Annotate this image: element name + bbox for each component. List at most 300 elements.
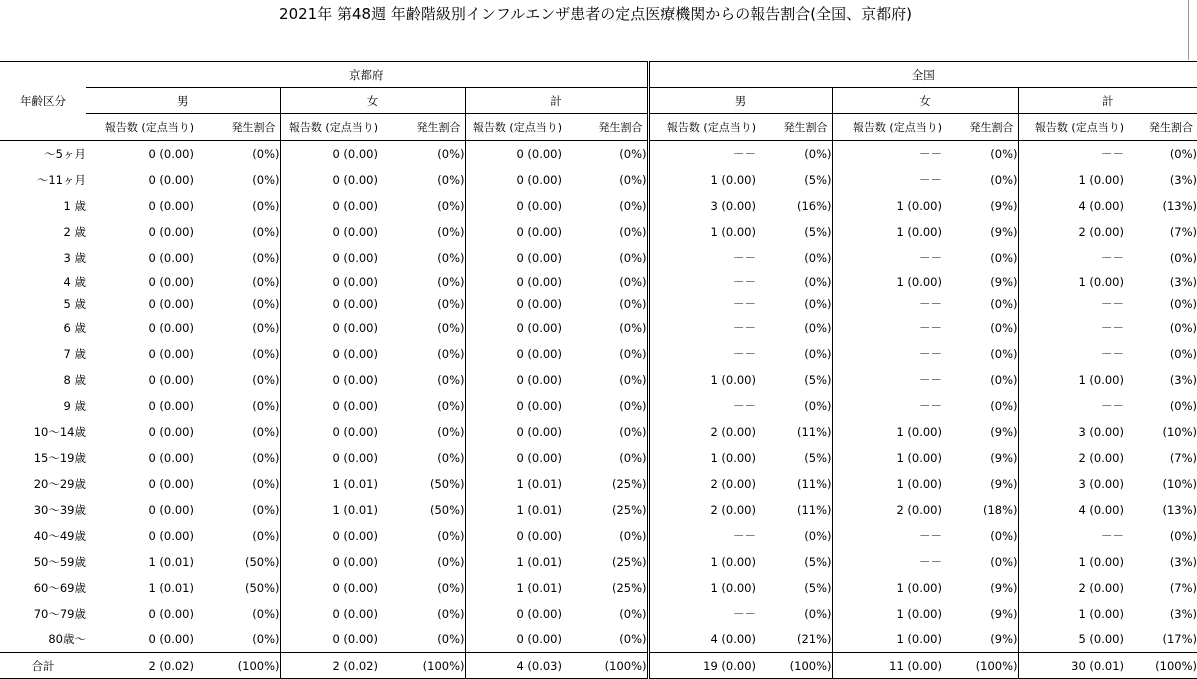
rate-cell: (0%) — [942, 315, 1018, 341]
rate-cell: (11%) — [756, 497, 832, 523]
count-cell: 5 (0.00) — [1078, 632, 1124, 647]
count-cell: 1 (0.00) — [896, 580, 942, 595]
rate-cell: (0%) — [1169, 296, 1197, 311]
count-cell: 0 (0.00) — [148, 606, 194, 621]
header-corner — [0, 62, 86, 88]
count-cell: 0 (0.00) — [516, 172, 562, 187]
rate-cell: (0%) — [378, 293, 465, 315]
rate-cell: (9%) — [942, 627, 1018, 653]
rate-cell: (0%) — [562, 293, 648, 315]
rate-cell: (100%) — [756, 653, 832, 679]
rate-cell: (0%) — [194, 271, 280, 293]
rate-cell: (9%) — [942, 601, 1018, 627]
count-cell: －－ — [919, 296, 942, 311]
age-cell: 80歳〜 — [48, 632, 86, 647]
rate-cell: (0%) — [562, 245, 648, 271]
count-cell: 0 (0.00) — [332, 450, 378, 465]
rate-cell: (0%) — [562, 141, 648, 167]
rate-cell: (9%) — [942, 471, 1018, 497]
count-cell: 0 (0.00) — [516, 424, 562, 439]
count-cell: 1 (0.00) — [1078, 274, 1124, 289]
count-cell: 2 (0.00) — [710, 424, 756, 439]
table-row — [0, 601, 1197, 627]
rate-cell: (10%) — [1162, 424, 1197, 439]
count-cell: 0 (0.00) — [148, 172, 194, 187]
count-cell: 1 (0.01) — [516, 502, 562, 517]
rate-cell: (0%) — [194, 315, 280, 341]
age-cell: 50〜59歳 — [33, 554, 86, 569]
rate-cell: (0%) — [562, 315, 648, 341]
count-cell: 1 (0.00) — [896, 198, 942, 213]
count-cell: 2 (0.00) — [1078, 450, 1124, 465]
rate-cell: (13%) — [1162, 502, 1197, 517]
rate-cell: (0%) — [562, 193, 648, 219]
sex-header-male: 男 — [86, 88, 280, 114]
rate-header: 発生割合 — [1124, 114, 1197, 141]
rate-cell: (0%) — [194, 497, 280, 523]
table-row — [0, 367, 1197, 393]
rate-cell: (0%) — [194, 167, 280, 193]
rate-cell: (3%) — [1169, 274, 1197, 289]
count-cell: 1 (0.01) — [332, 502, 378, 517]
rate-cell: (0%) — [378, 219, 465, 245]
rate-cell: (18%) — [942, 497, 1018, 523]
count-cell: －－ — [919, 372, 942, 387]
count-cell: 0 (0.00) — [516, 372, 562, 387]
count-cell: 0 (0.00) — [332, 320, 378, 335]
rate-cell: (13%) — [1162, 198, 1197, 213]
count-cell: －－ — [919, 172, 942, 187]
rate-cell: (0%) — [194, 601, 280, 627]
count-cell: －－ — [1101, 146, 1124, 161]
count-cell: 0 (0.00) — [148, 450, 194, 465]
table-row — [0, 219, 1197, 245]
count-cell: 0 (0.00) — [148, 250, 194, 265]
count-cell: 1 (0.00) — [1078, 554, 1124, 569]
age-cell: 15〜19歳 — [33, 450, 86, 465]
rate-cell: (0%) — [378, 167, 465, 193]
rate-cell: (0%) — [756, 315, 832, 341]
age-cell: 〜5ヶ月 — [44, 146, 86, 161]
rate-cell: (0%) — [562, 393, 648, 419]
count-cell: 0 (0.00) — [148, 198, 194, 213]
count-cell: －－ — [1101, 296, 1124, 311]
divider — [1188, 0, 1189, 60]
rate-cell: (0%) — [756, 271, 832, 293]
rate-cell: (25%) — [562, 549, 648, 575]
count-cell: 11 (0.00) — [832, 653, 942, 679]
rate-cell: (0%) — [194, 219, 280, 245]
count-cell: 0 (0.00) — [332, 274, 378, 289]
age-cell: 9 歳 — [63, 398, 86, 413]
count-cell: 0 (0.00) — [332, 606, 378, 621]
count-cell: 19 (0.00) — [648, 653, 756, 679]
rate-cell: (0%) — [942, 523, 1018, 549]
rate-cell: (0%) — [378, 601, 465, 627]
count-cell: －－ — [919, 528, 942, 543]
count-cell: 0 (0.00) — [148, 146, 194, 161]
count-cell: 4 (0.00) — [1078, 502, 1124, 517]
rate-cell: (0%) — [378, 523, 465, 549]
rate-cell: (3%) — [1169, 606, 1197, 621]
rate-cell: (0%) — [194, 523, 280, 549]
count-cell: －－ — [1101, 398, 1124, 413]
count-cell: 0 (0.00) — [516, 146, 562, 161]
rate-cell: (0%) — [756, 601, 832, 627]
count-cell: 0 (0.00) — [148, 632, 194, 647]
count-cell: －－ — [919, 146, 942, 161]
count-cell: 0 (0.00) — [516, 346, 562, 361]
sex-header-total: 計 — [1018, 88, 1197, 114]
count-cell: 0 (0.00) — [332, 398, 378, 413]
age-cell: 5 歳 — [63, 296, 86, 311]
table-row — [0, 549, 1197, 575]
count-header: 報告数 (定点当り) — [832, 114, 942, 141]
count-cell: 0 (0.00) — [332, 224, 378, 239]
count-cell: 0 (0.00) — [332, 346, 378, 361]
age-cell: 20〜29歳 — [33, 476, 86, 491]
rate-cell: (0%) — [562, 419, 648, 445]
rate-header: 発生割合 — [378, 114, 465, 141]
rate-cell: (0%) — [562, 601, 648, 627]
rate-cell: (9%) — [942, 445, 1018, 471]
rate-cell: (5%) — [756, 445, 832, 471]
rate-cell: (0%) — [378, 271, 465, 293]
count-cell: 1 (0.00) — [710, 172, 756, 187]
count-cell: 0 (0.00) — [148, 274, 194, 289]
count-cell: －－ — [733, 274, 756, 289]
count-cell: 1 (0.00) — [710, 580, 756, 595]
count-cell: 0 (0.00) — [332, 172, 378, 187]
rate-cell: (9%) — [942, 193, 1018, 219]
rate-header: 発生割合 — [756, 114, 832, 141]
table-row — [0, 419, 1197, 445]
rate-cell: (0%) — [942, 141, 1018, 167]
rate-cell: (0%) — [562, 523, 648, 549]
table-row — [0, 315, 1197, 341]
rate-cell: (0%) — [194, 419, 280, 445]
count-header: 報告数 (定点当り) — [1018, 114, 1124, 141]
table-row — [0, 271, 1197, 293]
count-cell: 2 (0.00) — [896, 502, 942, 517]
rate-cell: (10%) — [1162, 476, 1197, 491]
count-cell: 30 (0.01) — [1018, 653, 1124, 679]
count-cell: 1 (0.00) — [1078, 172, 1124, 187]
count-cell: 0 (0.00) — [148, 528, 194, 543]
rate-cell: (0%) — [378, 341, 465, 367]
age-cell: 3 歳 — [63, 250, 86, 265]
table-row — [0, 393, 1197, 419]
rate-cell: (0%) — [378, 193, 465, 219]
rate-cell: (0%) — [1169, 528, 1197, 543]
age-header: 年齢区分 — [20, 93, 66, 108]
rate-cell: (0%) — [378, 245, 465, 271]
count-cell: 0 (0.00) — [148, 296, 194, 311]
count-cell: 2 (0.00) — [1078, 580, 1124, 595]
count-cell: 0 (0.00) — [148, 346, 194, 361]
age-cell: 7 歳 — [63, 346, 86, 361]
table-row — [0, 445, 1197, 471]
count-cell: 1 (0.00) — [896, 632, 942, 647]
age-cell: 8 歳 — [63, 372, 86, 387]
count-cell: 1 (0.00) — [896, 274, 942, 289]
rate-header: 発生割合 — [194, 114, 280, 141]
rate-cell: (0%) — [194, 193, 280, 219]
age-cell: 4 歳 — [63, 274, 86, 289]
age-cell: 10〜14歳 — [33, 424, 86, 439]
rate-cell: (0%) — [194, 293, 280, 315]
count-cell: －－ — [919, 250, 942, 265]
count-cell: －－ — [1101, 250, 1124, 265]
count-cell: 0 (0.00) — [516, 224, 562, 239]
count-cell: －－ — [919, 320, 942, 335]
rate-cell: (5%) — [756, 219, 832, 245]
age-cell: 70〜79歳 — [33, 606, 86, 621]
rate-cell: (9%) — [942, 219, 1018, 245]
count-cell: －－ — [919, 554, 942, 569]
count-cell: 0 (0.00) — [148, 424, 194, 439]
count-cell: 1 (0.01) — [148, 580, 194, 595]
count-header: 報告数 (定点当り) — [86, 114, 194, 141]
count-cell: 4 (0.00) — [1078, 198, 1124, 213]
rate-cell: (0%) — [194, 445, 280, 471]
count-cell: －－ — [733, 606, 756, 621]
count-cell: －－ — [733, 346, 756, 361]
sex-header-female: 女 — [832, 88, 1018, 114]
count-cell: 1 (0.00) — [896, 424, 942, 439]
count-cell: 0 (0.00) — [332, 554, 378, 569]
table-row — [0, 497, 1197, 523]
rate-cell: (100%) — [942, 653, 1018, 679]
count-cell: －－ — [919, 398, 942, 413]
count-cell: 2 (0.02) — [280, 653, 378, 679]
rate-cell: (100%) — [194, 653, 280, 679]
rate-header: 発生割合 — [562, 114, 648, 141]
count-cell: －－ — [1101, 346, 1124, 361]
rate-cell: (0%) — [562, 445, 648, 471]
rate-cell: (7%) — [1169, 224, 1197, 239]
rate-cell: (25%) — [562, 575, 648, 601]
rate-cell: (100%) — [378, 653, 465, 679]
rate-cell: (50%) — [378, 471, 465, 497]
count-cell: －－ — [733, 320, 756, 335]
count-cell: 0 (0.00) — [148, 372, 194, 387]
count-cell: 0 (0.00) — [148, 476, 194, 491]
age-cell: 2 歳 — [63, 224, 86, 239]
age-cell: 40〜49歳 — [33, 528, 86, 543]
count-header: 報告数 (定点当り) — [648, 114, 756, 141]
rate-cell: (0%) — [1169, 398, 1197, 413]
rate-cell: (5%) — [756, 549, 832, 575]
rate-cell: (0%) — [378, 141, 465, 167]
rate-cell: (0%) — [1169, 146, 1197, 161]
rate-cell: (0%) — [378, 315, 465, 341]
rate-cell: (100%) — [562, 653, 648, 679]
rate-cell: (9%) — [942, 575, 1018, 601]
count-cell: 2 (0.00) — [710, 502, 756, 517]
rate-cell: (0%) — [942, 549, 1018, 575]
rate-cell: (0%) — [194, 627, 280, 653]
rate-cell: (0%) — [942, 393, 1018, 419]
count-cell: 2 (0.00) — [710, 476, 756, 491]
count-cell: 0 (0.00) — [148, 502, 194, 517]
region-header-kyoto: 京都府 — [86, 62, 648, 88]
age-cell: 〜11ヶ月 — [36, 172, 86, 187]
rate-cell: (0%) — [562, 271, 648, 293]
rate-cell: (5%) — [756, 367, 832, 393]
count-cell: 0 (0.00) — [516, 320, 562, 335]
table-row — [0, 627, 1197, 653]
age-cell: 6 歳 — [63, 320, 86, 335]
report-table — [0, 61, 1197, 679]
count-cell: 1 (0.01) — [332, 476, 378, 491]
rate-cell: (7%) — [1169, 580, 1197, 595]
count-cell: 4 (0.00) — [710, 632, 756, 647]
rate-cell: (25%) — [562, 497, 648, 523]
rate-cell: (3%) — [1169, 372, 1197, 387]
count-cell: 0 (0.00) — [332, 632, 378, 647]
count-cell: 0 (0.00) — [516, 450, 562, 465]
table-row — [0, 167, 1197, 193]
count-cell: 0 (0.00) — [332, 198, 378, 213]
count-cell: 0 (0.00) — [516, 606, 562, 621]
region-header-national: 全国 — [648, 62, 1197, 88]
table-row — [0, 523, 1197, 549]
count-cell: 1 (0.00) — [710, 372, 756, 387]
rate-cell: (0%) — [378, 549, 465, 575]
rate-cell: (0%) — [378, 627, 465, 653]
age-cell: 30〜39歳 — [33, 502, 86, 517]
count-cell: 1 (0.00) — [896, 476, 942, 491]
count-cell: 0 (0.00) — [516, 398, 562, 413]
count-header: 報告数 (定点当り) — [465, 114, 562, 141]
count-cell: －－ — [733, 296, 756, 311]
table-row — [0, 293, 1197, 315]
rate-cell: (3%) — [1169, 172, 1197, 187]
count-cell: 0 (0.00) — [332, 580, 378, 595]
count-cell: 0 (0.00) — [516, 250, 562, 265]
rate-cell: (11%) — [756, 471, 832, 497]
table-row — [0, 575, 1197, 601]
count-cell: －－ — [1101, 320, 1124, 335]
sex-header-female: 女 — [280, 88, 465, 114]
rate-cell: (100%) — [1124, 653, 1197, 679]
count-cell: 2 (0.00) — [1078, 224, 1124, 239]
count-cell: 1 (0.01) — [516, 554, 562, 569]
count-cell: 1 (0.00) — [1078, 606, 1124, 621]
rate-cell: (0%) — [756, 293, 832, 315]
age-cell: 60〜69歳 — [33, 580, 86, 595]
count-cell: 0 (0.00) — [148, 320, 194, 335]
rate-cell: (0%) — [562, 367, 648, 393]
count-cell: －－ — [919, 346, 942, 361]
table-row — [0, 471, 1197, 497]
count-cell: －－ — [733, 398, 756, 413]
rate-cell: (5%) — [756, 167, 832, 193]
rate-cell: (11%) — [756, 419, 832, 445]
count-cell: 1 (0.00) — [896, 606, 942, 621]
count-cell: 0 (0.00) — [332, 424, 378, 439]
count-cell: 1 (0.01) — [516, 476, 562, 491]
rate-cell: (3%) — [1169, 554, 1197, 569]
count-cell: 0 (0.00) — [332, 296, 378, 311]
rate-cell: (0%) — [1169, 346, 1197, 361]
count-cell: 1 (0.00) — [1078, 372, 1124, 387]
sex-header-male: 男 — [648, 88, 832, 114]
count-cell: 0 (0.00) — [516, 528, 562, 543]
rate-cell: (0%) — [378, 575, 465, 601]
rate-cell: (0%) — [194, 141, 280, 167]
rate-cell: (0%) — [942, 367, 1018, 393]
page-title: 2021年 第48週 年齢階級別インフルエンザ患者の定点医療機関からの報告割合(全国、京都府) — [279, 5, 912, 23]
table-row — [0, 141, 1197, 167]
rate-cell: (0%) — [942, 341, 1018, 367]
rate-cell: (0%) — [562, 341, 648, 367]
count-cell: 1 (0.00) — [896, 450, 942, 465]
rate-cell: (0%) — [942, 167, 1018, 193]
count-cell: 0 (0.00) — [332, 528, 378, 543]
count-cell: 0 (0.00) — [516, 198, 562, 213]
rate-cell: (5%) — [756, 575, 832, 601]
rate-cell: (9%) — [942, 271, 1018, 293]
count-cell: 0 (0.00) — [332, 372, 378, 387]
rate-cell: (0%) — [378, 367, 465, 393]
count-cell: 0 (0.00) — [148, 224, 194, 239]
rate-cell: (0%) — [562, 219, 648, 245]
count-cell: 0 (0.00) — [332, 250, 378, 265]
rate-cell: (0%) — [194, 393, 280, 419]
age-cell: 合計 — [0, 653, 86, 679]
rate-cell: (0%) — [194, 245, 280, 271]
count-cell: －－ — [733, 146, 756, 161]
rate-cell: (0%) — [194, 367, 280, 393]
rate-cell: (0%) — [562, 167, 648, 193]
rate-cell: (16%) — [756, 193, 832, 219]
count-cell: 3 (0.00) — [1078, 476, 1124, 491]
count-header: 報告数 (定点当り) — [280, 114, 378, 141]
sex-header-total: 計 — [465, 88, 648, 114]
count-cell: 1 (0.01) — [516, 580, 562, 595]
rate-cell: (0%) — [378, 419, 465, 445]
header-blank — [0, 114, 86, 141]
rate-cell: (9%) — [942, 419, 1018, 445]
rate-cell: (0%) — [756, 341, 832, 367]
count-cell: 1 (0.00) — [710, 224, 756, 239]
count-cell: 1 (0.00) — [710, 450, 756, 465]
rate-cell: (50%) — [194, 549, 280, 575]
rate-cell: (0%) — [756, 245, 832, 271]
count-cell: 0 (0.00) — [516, 632, 562, 647]
count-cell: 3 (0.00) — [710, 198, 756, 213]
rate-cell: (0%) — [194, 471, 280, 497]
count-cell: 1 (0.01) — [148, 554, 194, 569]
rate-cell: (0%) — [756, 141, 832, 167]
count-cell: 0 (0.00) — [516, 296, 562, 311]
rate-cell: (0%) — [378, 445, 465, 471]
table-row — [0, 245, 1197, 271]
table-row — [0, 341, 1197, 367]
rate-cell: (50%) — [378, 497, 465, 523]
rate-cell: (0%) — [378, 393, 465, 419]
count-cell: 2 (0.02) — [86, 653, 194, 679]
count-cell: 0 (0.00) — [516, 274, 562, 289]
rate-cell: (17%) — [1162, 632, 1197, 647]
count-cell: 1 (0.00) — [710, 554, 756, 569]
age-cell: 1 歳 — [63, 198, 86, 213]
count-cell: 0 (0.00) — [332, 146, 378, 161]
count-cell: 0 (0.00) — [148, 398, 194, 413]
count-cell: －－ — [733, 528, 756, 543]
